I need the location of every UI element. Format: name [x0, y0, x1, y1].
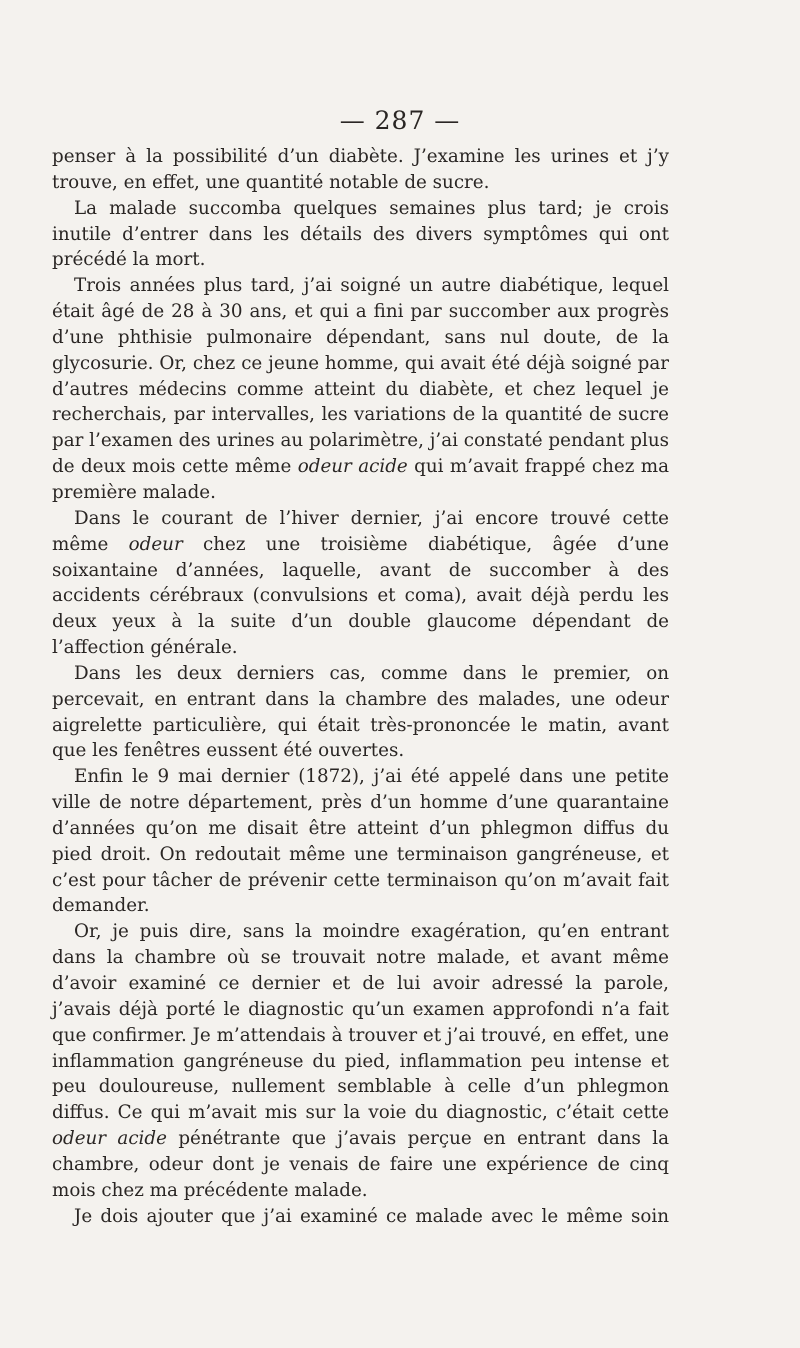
paragraph-1: penser à la possibilité d’un diabète. J’examine les urines et j’y trouve, en effet, une quantité notable de sucre. — [52, 146, 669, 193]
paragraph-7-text-a: Or, je puis dire, sans la moindre exagération, qu’en entrant dans la chambre où se trouvait notre malade, et avant même d’avoir examiné ce dernier et de lui avoir adressé la parole, j’avais déjà porté le diagnostic qu’un examen approfondi n’a fait que confirmer. Je m’attendais à trouver et j’ai trouvé, en effet, une inflammation gangréneuse du pied, inflammation peu intense et peu douloureuse, nullement semblable à celle d’un phlegmon diffus. Ce qui m’avait mis sur la voie du diagnostic, c’était cette — [52, 921, 669, 1124]
paragraph-4-text-a: Dans le courant de l’hiver dernier, j’ai encore trouvé cette même — [52, 507, 669, 555]
paragraph-7-emphasis: odeur acide — [52, 1128, 167, 1150]
paragraph-6: Enfin le 9 mai dernier (1872), j’ai été appelé dans une petite ville de notre département, près d’un homme d’une quarantaine d’années qu’on me disait être atteint d’un phlegmon diffus du pied droit. On redoutait même une terminaison gangréneuse, et c’est pour tâcher de prévenir cette terminaison qu’on m’avait fait demander. — [52, 766, 669, 917]
paragraph-4 — [52, 506, 669, 661]
paragraph-4-emphasis: odeur — [128, 533, 183, 555]
paragraph-5: Dans les deux derniers cas, comme dans le premier, on percevait, en entrant dans la chambre des malades, une odeur aigrelette particulière, qui était très-prononcée le matin, avant que les fenêtres eussent été ouvertes. — [52, 662, 669, 762]
paragraph-3-text-a: Trois années plus tard, j’ai soigné un autre diabétique, lequel était âgé de 28 à 30 ans, et qui a fini par succomber aux progrès d’une phthisie pulmonaire dépendant, sans nul doute, de la glycosurie. Or, chez ce jeune homme, qui avait été déjà soigné par d’autres médecins comme atteint du diabète, et chez lequel je recherchais, par intervalles, les variations de la quantité de sucre par l’examen des urines au polarimètre, j’ai constaté pendant plus de deux mois cette même — [52, 275, 669, 478]
paragraph-2: La malade succomba quelques semaines plus tard; je crois inutile d’entrer dans les détails des divers symptômes qui ont précédé la mort. — [52, 197, 669, 271]
paragraph-3 — [52, 273, 669, 506]
paragraph-4-text-b: chez une troisième diabétique, âgée d’une soixantaine d’années, laquelle, avant de succomber à des accidents cérébraux (convulsions et coma), avait déjà perdu les deux yeux à la suite d’un double glaucome dépendant de l’affection générale. — [52, 533, 669, 659]
paragraph-7 — [52, 919, 669, 1203]
paragraph-7-text-b: pénétrante que j’avais perçue en entrant dans la chambre, odeur dont je venais de faire une expérience de cinq mois chez ma précédente malade. — [52, 1128, 670, 1201]
paragraph-8: Je dois ajouter que j’ai examiné ce malade avec le même soin — [74, 1205, 669, 1227]
page-number: — 287 — — [339, 106, 461, 135]
page-body — [52, 144, 669, 1229]
paragraph-3-text-b: qui m’avait frappé chez ma première malade. — [52, 456, 669, 503]
paragraph-3-emphasis: odeur acide — [297, 456, 408, 478]
